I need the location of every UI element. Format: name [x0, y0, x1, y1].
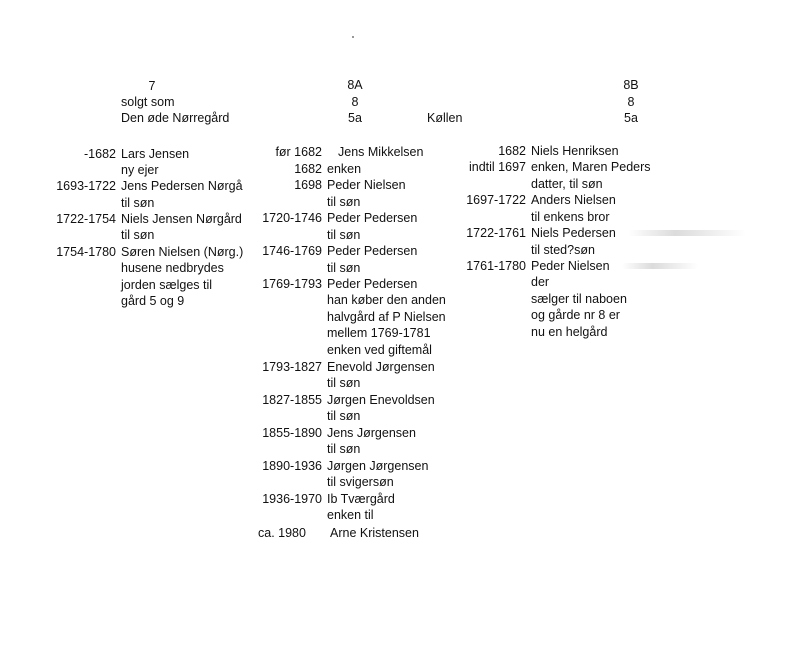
col8B-line: datter, til søn	[531, 177, 603, 191]
col8B-line: Niels Henriksen	[531, 144, 619, 158]
col8A-line: Jørgen Enevoldsen	[327, 393, 435, 407]
col8A-line: enken	[327, 162, 362, 176]
col8B-line: enken, Maren Peders	[531, 160, 651, 174]
col7-line: til søn	[121, 196, 155, 210]
col8A-line: til søn	[327, 228, 361, 242]
col8A-line: mellem 1769-1781	[327, 326, 431, 340]
col8A-line: Jens Mikkelsen	[338, 145, 424, 159]
col8B-period: 1722-1761	[466, 226, 526, 240]
col8A-line: Peder Nielsen	[327, 178, 406, 192]
col8A-period: 1936-1970	[262, 492, 322, 506]
col7-line: Lars Jensen	[121, 147, 190, 161]
col8A-line: enken til	[327, 508, 374, 522]
col7-subtitle: solgt som	[121, 95, 175, 109]
col8B-period: 1697-1722	[466, 193, 526, 207]
kollen-label: Køllen	[427, 111, 463, 125]
col8A-period: 1698	[294, 178, 322, 192]
col7-line: husene nedbrydes	[121, 261, 224, 275]
col8A-line: Enevold Jørgensen	[327, 360, 435, 374]
col8B-line: der	[531, 275, 550, 289]
col8B-line: og gårde nr 8 er	[531, 308, 620, 322]
col7-period: 1722-1754	[56, 212, 116, 226]
col8A-period: 1720-1746	[262, 211, 322, 225]
col8B-line3: 5a	[624, 111, 638, 125]
scan-smudge	[628, 230, 746, 236]
col8A-line: til søn	[327, 195, 361, 209]
col8B-line: sælger til naboen	[531, 292, 627, 306]
col8A-line: til søn	[327, 409, 361, 423]
col8B-line: nu en helgård	[531, 325, 608, 339]
col8B-line: Peder Nielsen	[531, 259, 610, 273]
col8A-line2: 8	[351, 95, 359, 109]
col8B-line: Anders Nielsen	[531, 193, 616, 207]
col8A-period: 1890-1936	[262, 459, 322, 473]
col8A-line: til søn	[327, 376, 361, 390]
col7-farm-name: Den øde Nørregård	[121, 111, 230, 125]
col7-line: Jens Pedersen Nørgå	[121, 179, 243, 193]
col8A-line: Jørgen Jørgensen	[327, 459, 429, 473]
col8A-period: 1827-1855	[262, 393, 322, 407]
col8B-number: 8B	[623, 78, 639, 92]
col8A-line: Jens Jørgensen	[327, 426, 416, 440]
col7-period: 1693-1722	[56, 179, 116, 193]
col8A-line: Arne Kristensen	[330, 526, 419, 540]
col8B-period: 1761-1780	[466, 259, 526, 273]
col7-line: ny ejer	[121, 163, 159, 177]
col8A-period: 1793-1827	[262, 360, 322, 374]
col8A-line: Peder Pedersen	[327, 211, 418, 225]
col8A-line: Peder Pedersen	[327, 277, 418, 291]
scan-speck	[352, 36, 354, 38]
col7-line: til søn	[121, 228, 155, 242]
col8A-line: han køber den anden	[327, 293, 446, 307]
col8A-period: 1746-1769	[262, 244, 322, 258]
col8A-line: Peder Pedersen	[327, 244, 418, 258]
col8A-line: til søn	[327, 442, 361, 456]
col7-number: 7	[148, 79, 156, 93]
col8A-period: 1682	[294, 162, 322, 176]
col8B-line: til enkens bror	[531, 210, 610, 224]
col8A-period: ca. 1980	[258, 526, 306, 540]
col8A-period: før 1682	[275, 145, 322, 159]
col8B-period: indtil 1697	[469, 160, 526, 174]
col8B-line: Niels Pedersen	[531, 226, 616, 240]
col8A-line: Ib Tværgård	[327, 492, 395, 506]
col8A-line: halvgård af P Nielsen	[327, 310, 446, 324]
col7-period: -1682	[84, 147, 116, 161]
col8A-period: 1855-1890	[262, 426, 322, 440]
col8A-period: 1769-1793	[262, 277, 322, 291]
col7-line: gård 5 og 9	[121, 294, 185, 308]
col8A-number: 8A	[347, 78, 363, 92]
col8A-line: til søn	[327, 261, 361, 275]
col7-line: Niels Jensen Nørgård	[121, 212, 242, 226]
col8A-line: enken ved giftemål	[327, 343, 432, 357]
col8B-line2: 8	[627, 95, 635, 109]
scan-smudge	[622, 263, 698, 269]
col8A-line3: 5a	[348, 111, 362, 125]
col8A-line: til svigersøn	[327, 475, 394, 489]
col7-line: Søren Nielsen (Nørg.)	[121, 245, 244, 259]
col8B-line: til sted?søn	[531, 243, 595, 257]
col8B-period: 1682	[498, 144, 526, 158]
col7-period: 1754-1780	[56, 245, 116, 259]
col7-line: jorden sælges til	[121, 278, 213, 292]
